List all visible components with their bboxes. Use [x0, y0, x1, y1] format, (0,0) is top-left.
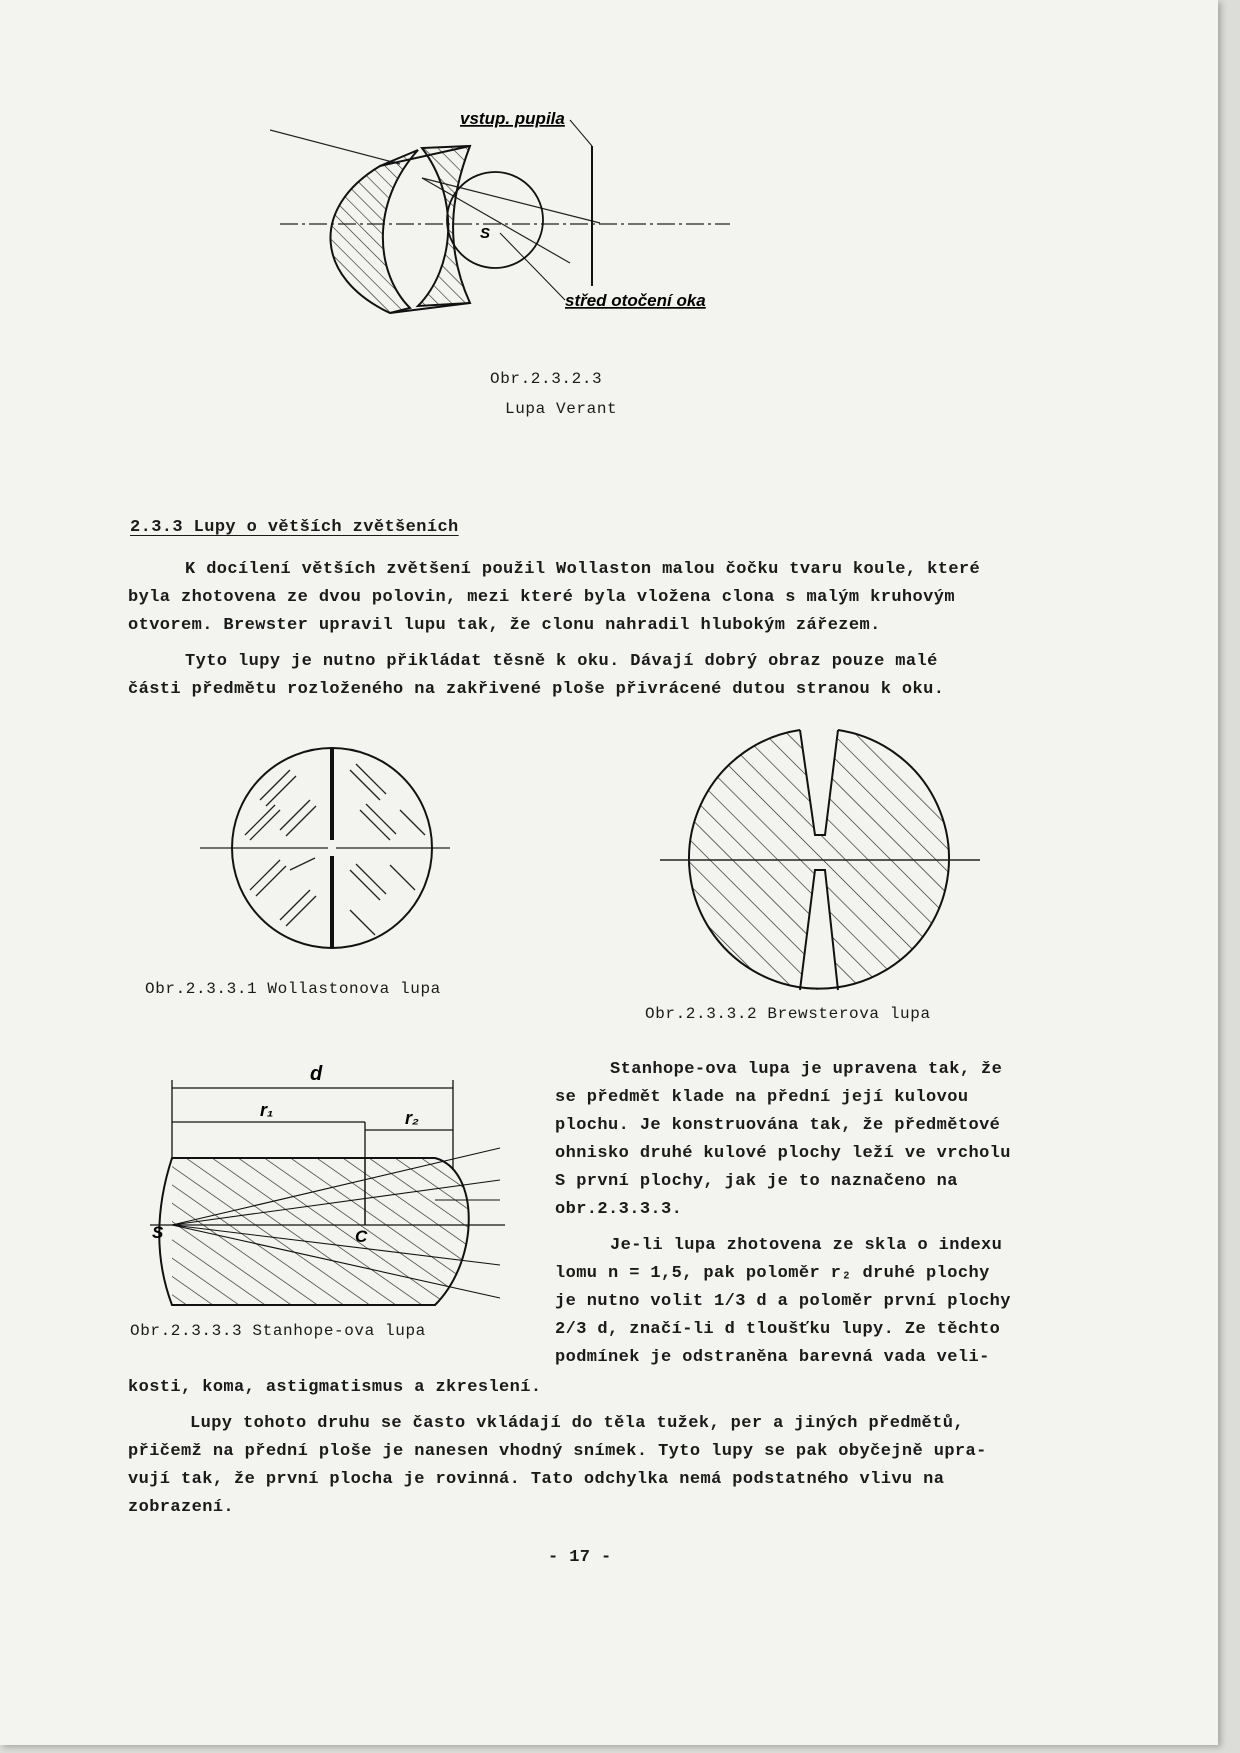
full-line5: zobrazení. [128, 1498, 235, 1517]
para1-line3: otvorem. Brewster upravil lupu tak, že clonu nahradil hlubokým zářezem. [128, 616, 881, 635]
verant-figure [270, 108, 830, 348]
center-point-label: S [480, 225, 491, 242]
verant-caption-number: Obr.2.3.2.3 [490, 370, 603, 388]
right-col-line7: Je-li lupa zhotovena ze skla o indexu [610, 1236, 1003, 1255]
wollaston-caption: Obr.2.3.3.1 Wollastonova lupa [145, 980, 441, 998]
brewster-figure [660, 720, 990, 1000]
right-col-line8: lomu n = 1,5, pak poloměr r₂ druhé plochy [555, 1264, 990, 1283]
point-s-label: S [152, 1223, 164, 1242]
right-col-line4: ohnisko druhé kulové plochy leží ve vrcholu [555, 1144, 1011, 1163]
right-col-line1: Stanhope-ova lupa je upravena tak, že [610, 1060, 1003, 1079]
right-col-line10: 2/3 d, značí-li d tloušťku lupy. Ze těchto [555, 1320, 1001, 1339]
section-heading: 2.3.3 Lupy o větších zvětšeních [130, 518, 459, 537]
right-col-line3: plochu. Je konstruována tak, že předmětové [555, 1116, 1001, 1135]
dimension-r2-label: r₂ [405, 1108, 419, 1128]
brewster-caption: Obr.2.3.3.2 Brewsterova lupa [645, 1005, 931, 1023]
stanhope-caption: Obr.2.3.3.3 Stanhope-ova lupa [130, 1322, 426, 1340]
right-col-line9: je nutno volit 1/3 d a poloměr první plochy [555, 1292, 1011, 1311]
para2-line2: části předmětu rozloženého na zakřivené ploše přivrácené dutou stranou k oku. [128, 680, 945, 699]
stanhope-figure [150, 1060, 520, 1320]
full-line1: kosti, koma, astigmatismus a zkreslení. [128, 1378, 542, 1397]
dimension-d-label: d [310, 1063, 323, 1085]
right-col-line6: obr.2.3.3.3. [555, 1200, 683, 1219]
eye-center-label: střed otočení oka [565, 291, 706, 310]
full-line3: přičemž na přední ploše je nanesen vhodný snímek. Tyto lupy se pak obyčejně upra- [128, 1442, 987, 1461]
page-number: - 17 - [548, 1548, 612, 1567]
full-line2: Lupy tohoto druhu se často vkládají do těla tužek, per a jiných předmětů, [190, 1414, 964, 1433]
full-line4: vují tak, že první plocha je rovinná. Tato odchylka nemá podstatného vlivu na [128, 1470, 945, 1489]
right-col-line2: se předmět klade na přední její kulovou [555, 1088, 969, 1107]
dimension-r1-label: r₁ [260, 1100, 274, 1120]
entrance-pupil-label: vstup. pupila [460, 109, 565, 128]
point-c-label: C [355, 1227, 368, 1246]
para1-line1: K docílení větších zvětšení použil Wollaston malou čočku tvaru koule, které [185, 560, 981, 579]
para1-line2: byla zhotovena ze dvou polovin, mezi které byla vložena clona s malým kruhovým [128, 588, 955, 607]
verant-caption-title: Lupa Verant [505, 400, 618, 418]
right-col-line5: S první plochy, jak je to naznačeno na [555, 1172, 958, 1191]
right-col-line11: podmínek je odstraněna barevná vada veli- [555, 1348, 990, 1367]
para2-line1: Tyto lupy je nutno přikládat těsně k oku. Dávají dobrý obraz pouze malé [185, 652, 938, 671]
wollaston-figure [200, 730, 460, 970]
